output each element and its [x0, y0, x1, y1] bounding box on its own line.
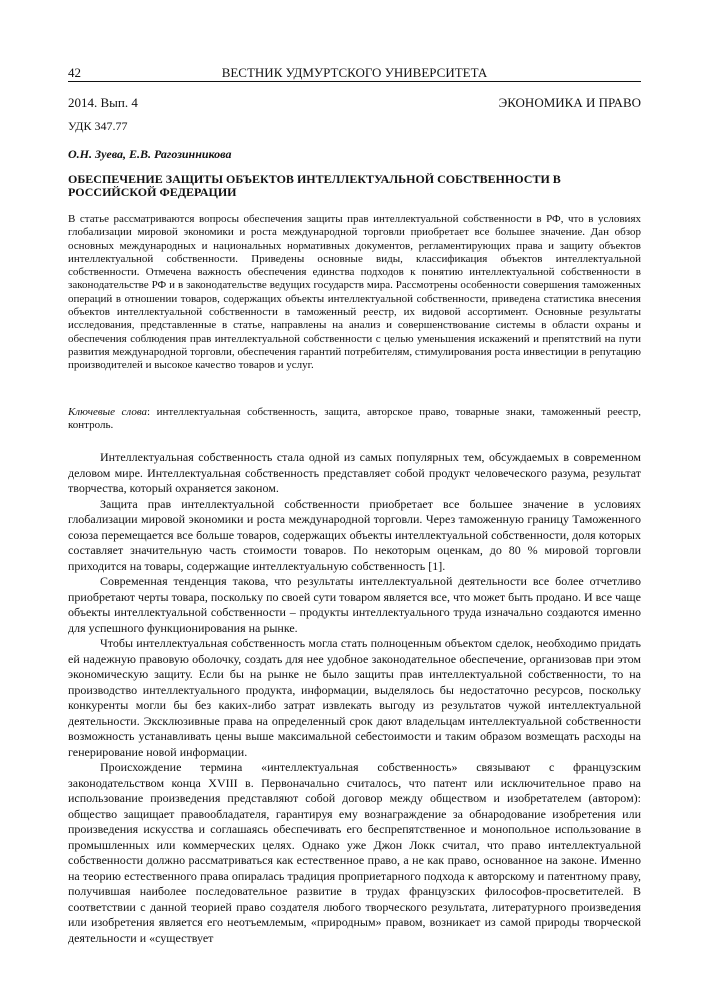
body-paragraph: Защита прав интеллектуальной собственности приобретает все большее значение в условиях глобализации мировой экономики и роста международной торговли. Через таможенную границу Таможенного союза перемещается все больше товаров, содержащих объекты интеллектуальной собственности, доля которых составляет значительную часть стоимости товаров. По некоторым оценкам, до 80 % мировой торговли приходится на товары, содержащие интеллектуальную собственность [1]. — [68, 496, 641, 573]
section-title: ЭКОНОМИКА И ПРАВО — [498, 95, 641, 110]
journal-title: ВЕСТНИК УДМУРТСКОГО УНИВЕРСИТЕТА — [221, 65, 488, 80]
article-title: ОБЕСПЕЧЕНИЕ ЗАЩИТЫ ОБЪЕКТОВ ИНТЕЛЛЕКТУАЛЬНОЙ СОБСТВЕННОСТИ В РОССИЙСКОЙ ФЕДЕРАЦИИ — [68, 172, 561, 199]
body-paragraph: Происхождение термина «интеллектуальная собственность» связывают с французским законодательством конца XVIII в. Первоначально считалось, что патент или исключительное право на использование произведения представляют собой договор между обществом и изобретателем (автором): общество защищает правообладателя, гарантируя ему вознаграждение за обнародование изобретения или произведения искусства и соглашаясь обеспечивать его беспрепятственное и монопольное использование в промышленных или коммерческих целях. Однако уже Джон Локк считал, что право интеллектуальной собственности должно рассматриваться как естественное право, а не как право, основанное на законе. Именно на теорию естественного права опиралась традиция проприетарного подхода к авторскому и патентному праву, получившая наиболее последовательное развитие в трудах французских философов-просветителей. В соответствии с данной теорией право создателя любого творческого результата, литературного произведения или изобретения является его неотъемлемым, «природным» правом, возникает из самой природы творческой деятельности и «существует — [68, 760, 641, 945]
article-body — [68, 450, 641, 946]
body-paragraph: Чтобы интеллектуальная собственность могла стать полноценным объектом сделок, необходимо придать ей надежную правовую оболочку, создать для нее удобное законодательное обеспечение, организовав при этом экономическую защиту. Если бы на рынке не было защиты прав интеллектуальной собственности, то на производство интеллектуального продукта, информации, выделялось бы недостаточно ресурсов, поскольку конкуренты могли бы без каких-либо затрат извлекать выгоду из результатов чужой интеллектуальной деятельности. Эксклюзивные права на определенный срок дают владельцам интеллектуальной собственности возможность устанавливать цены выше максимальной себестоимости и таким образом возмещать расходы на генерирование новой информации. — [68, 636, 641, 759]
abstract: В статье рассматриваются вопросы обеспечения защиты прав интеллектуальной собственности в РФ, что в условиях глобализации мировой экономики и роста международной торговли приобретает все большее значение. Дан обзор основных международных и национальных нормативных документов, регламентирующих права и защиту объектов интеллектуальной собственности. Приведены основные виды, классификация объектов интеллектуальной собственности. Отмечена важность обеспечения единства подходов к понятию интеллектуальной собственности в законодательстве РФ и в законодательстве ведущих государств мира. Рассмотрены особенности совершения таможенных операций в отношении товаров, содержащих объекты интеллектуальной собственности, приведена статистика внесения объектов интеллектуальной собственности в таможенный реестр, их видовой ассортимент. Основные результаты исследования, представленные в статье, направлены на анализ и совершенствование системы в области охраны и обеспечения соблюдения прав интеллектуальной собственности с целью уменьшения искажений и препятствий на пути развития международной торговли, обеспечения гарантий потребителям, стимулирования роста инвестиции в репутацию производителей и высокое качество товаров и услуг. — [68, 213, 641, 372]
body-paragraph: Интеллектуальная собственность стала одной из самых популярных тем, обсуждаемых в современном деловом мире. Интеллектуальная собственность представляет собой продукт человеческого разума, результат творчества, который охраняется законом. — [68, 450, 641, 495]
page-number: 42 — [68, 65, 81, 80]
running-header — [68, 65, 641, 110]
body-paragraph: Современная тенденция такова, что результаты интеллектуальной деятельности все более отчетливо приобретают черты товара, поскольку по своей сути товаром является все, что может быть продано. И все чаще объекты интеллектуальной собственности – продукты интеллектуального труда изначально создаются именно для успешного функционирования на рынке. — [68, 574, 641, 635]
issue-info: 2014. Вып. 4 — [68, 95, 138, 110]
header-rule — [68, 81, 641, 82]
keywords-text: : интеллектуальная собственность, защита, авторское право, товарные знаки, таможенный реестр, контроль. — [68, 406, 641, 432]
keywords — [68, 406, 641, 433]
keywords-label: Ключевые слова — [68, 406, 148, 418]
udk-code: УДК 347.77 — [68, 119, 128, 133]
authors: О.Н. Зуева, Е.В. Рагозинникова — [68, 147, 232, 161]
